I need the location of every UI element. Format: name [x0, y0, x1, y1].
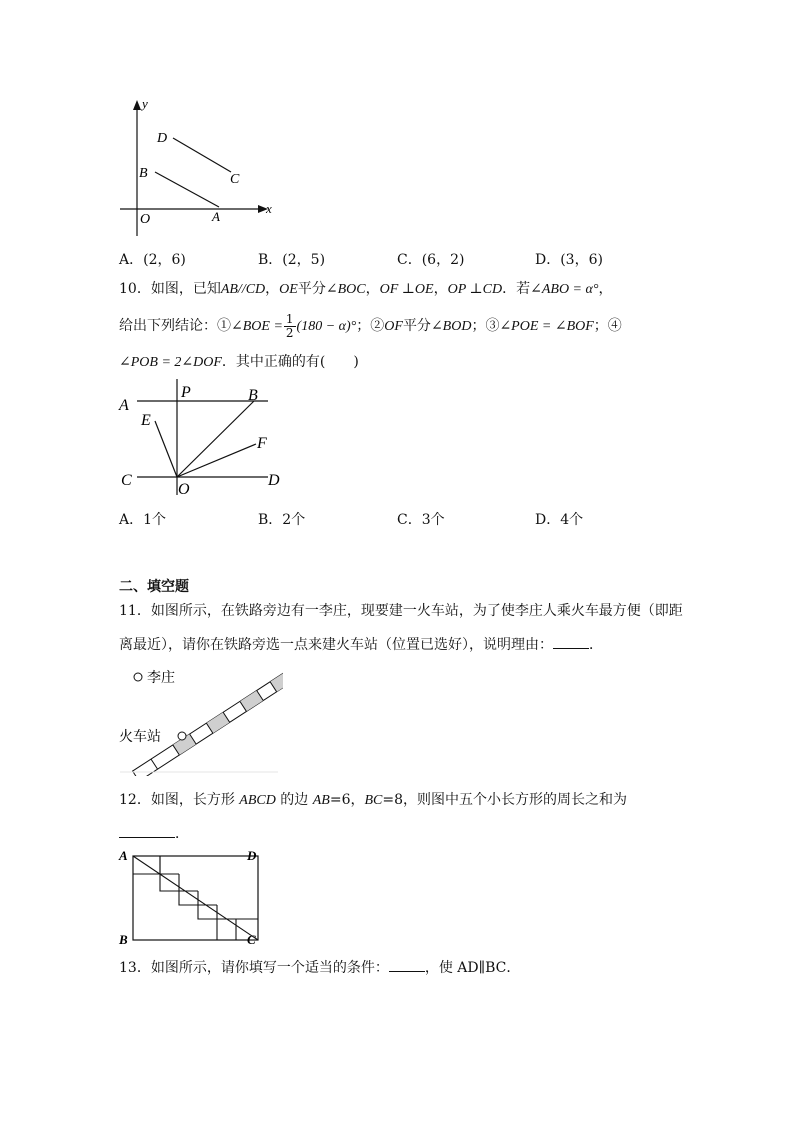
q9-option-a[interactable]: A．(2，6) [119, 252, 186, 268]
label-d: D [247, 848, 257, 863]
q12-text-b: 的边 [275, 792, 313, 808]
q13-line [119, 957, 520, 978]
label-b: B [248, 387, 258, 404]
q10-question-end: ．其中正确的有( ) [221, 354, 359, 370]
label-d: D [268, 472, 280, 489]
label-b: B [139, 166, 148, 181]
village-label: 李庄 [147, 670, 175, 686]
segment-dc [173, 138, 231, 172]
fraction-numerator: 1 [285, 311, 294, 326]
q12-ab-value: =6， [329, 792, 365, 808]
q12-prefix: 12．如图，长方形 [119, 792, 240, 808]
q10-angle-bod: ∠BOD [430, 319, 472, 334]
q10-fraction-half [284, 313, 296, 340]
figure-q10 [110, 375, 310, 500]
ray-of [177, 444, 256, 477]
q10-angle-pob-expr: ∠POB = 2∠DOF [119, 355, 222, 370]
q10-option-c[interactable]: C．3个 [397, 512, 445, 528]
q10-angle-boc: ∠BOC [325, 282, 366, 297]
q10-boe-expression: (180 − α)° [296, 319, 357, 334]
q12-side-bc: BC [364, 793, 383, 808]
q11-line2-text: 离最近），请你在铁路旁选一点来建火车站（位置已选好），说明理由： [119, 637, 553, 653]
label-b: B [119, 932, 128, 947]
label-x: x [266, 201, 272, 216]
figure-q12 [116, 845, 266, 950]
q10-sep-4: ；④ [593, 318, 622, 334]
segment-ba [155, 172, 219, 207]
q13-answer-blank[interactable] [389, 957, 425, 972]
q13-suffix: ，使 AD∥BC． [424, 960, 521, 976]
q13-prefix: 13．如图所示，请你填写一个适当的条件： [119, 960, 389, 976]
q11-answer-blank[interactable] [553, 634, 589, 649]
q10-bisect-2: 平分 [402, 318, 431, 334]
comma: ， [265, 281, 280, 297]
comma: ， [598, 281, 613, 297]
q12-line1 [119, 790, 627, 811]
label-e: E [141, 412, 151, 429]
q10-line2 [119, 312, 622, 341]
q12-answer-blank[interactable] [119, 823, 175, 838]
comma: ， [433, 281, 448, 297]
ray-oe [155, 421, 177, 477]
q11-line2 [119, 634, 603, 655]
label-c: C [247, 932, 256, 947]
diagonal-ac [133, 856, 258, 940]
section-title-fill-in: 二、填空题 [119, 579, 189, 595]
station-label: 火车站 [119, 729, 161, 745]
comma: ， [365, 281, 380, 297]
q10-ab-parallel-cd: AB//CD [220, 282, 266, 297]
label-a: A [119, 397, 129, 414]
q9-option-c[interactable]: C．(6，2) [397, 252, 465, 268]
q12-side-ab: AB [312, 793, 330, 808]
label-o: O [178, 481, 190, 498]
label-a: A [212, 209, 220, 224]
q10-conclusions-prefix: 给出下列结论：① [119, 318, 231, 334]
fraction-denominator: 2 [285, 325, 294, 340]
q10-option-d[interactable]: D．4个 [535, 512, 584, 528]
q10-sep-3: ；③ [471, 318, 500, 334]
figure-q11 [118, 664, 283, 776]
q10-angle-poe-eq-bof: ∠POE = ∠BOF [499, 319, 594, 334]
period: ． [175, 826, 189, 842]
label-d: D [157, 131, 168, 146]
label-a: A [119, 848, 128, 863]
q10-ruo: ．若 [502, 281, 531, 297]
q9-option-b[interactable]: B．(2，5) [258, 252, 326, 268]
q9-option-d[interactable]: D．(3，6) [535, 252, 603, 268]
q10-line1 [119, 279, 612, 300]
q10-prefix: 10．如图，已知 [119, 281, 221, 297]
q10-sep-2: ；② [356, 318, 385, 334]
q10-of: OF [384, 319, 403, 334]
figure-q9 [110, 90, 285, 240]
label-c: C [121, 472, 132, 489]
period: ． [589, 637, 603, 653]
ray-ob [177, 401, 254, 477]
q10-oe: OE [279, 282, 298, 297]
q10-angle-boe: ∠BOE = [231, 319, 283, 334]
label-o: O [140, 212, 151, 227]
q10-bisect: 平分 [297, 281, 326, 297]
label-y: y [142, 96, 148, 111]
y-axis-arrow [133, 100, 141, 110]
q10-option-b[interactable]: B．2个 [258, 512, 306, 528]
q12-rect-abcd: ABCD [239, 793, 276, 808]
q10-of-perp-oe: OF ⊥OE [379, 282, 434, 297]
label-p: P [181, 384, 191, 401]
village-marker-icon [134, 673, 142, 681]
q10-option-a[interactable]: A．1个 [119, 512, 167, 528]
label-c: C [230, 172, 240, 187]
q10-op-perp-cd: OP ⊥CD [447, 282, 503, 297]
q12-line2 [119, 823, 189, 844]
q12-text-d: =8，则图中五个小长方形的周长之和为 [382, 792, 628, 808]
q10-line3 [119, 352, 359, 373]
q11-line1: 11．如图所示，在铁路旁边有一李庄，现要建一火车站，为了使李庄人乘火车最方便（即距 [119, 603, 683, 619]
station-marker-icon [178, 732, 186, 740]
q10-angle-abo: ∠ABO = α° [530, 282, 599, 297]
label-f: F [257, 435, 267, 452]
